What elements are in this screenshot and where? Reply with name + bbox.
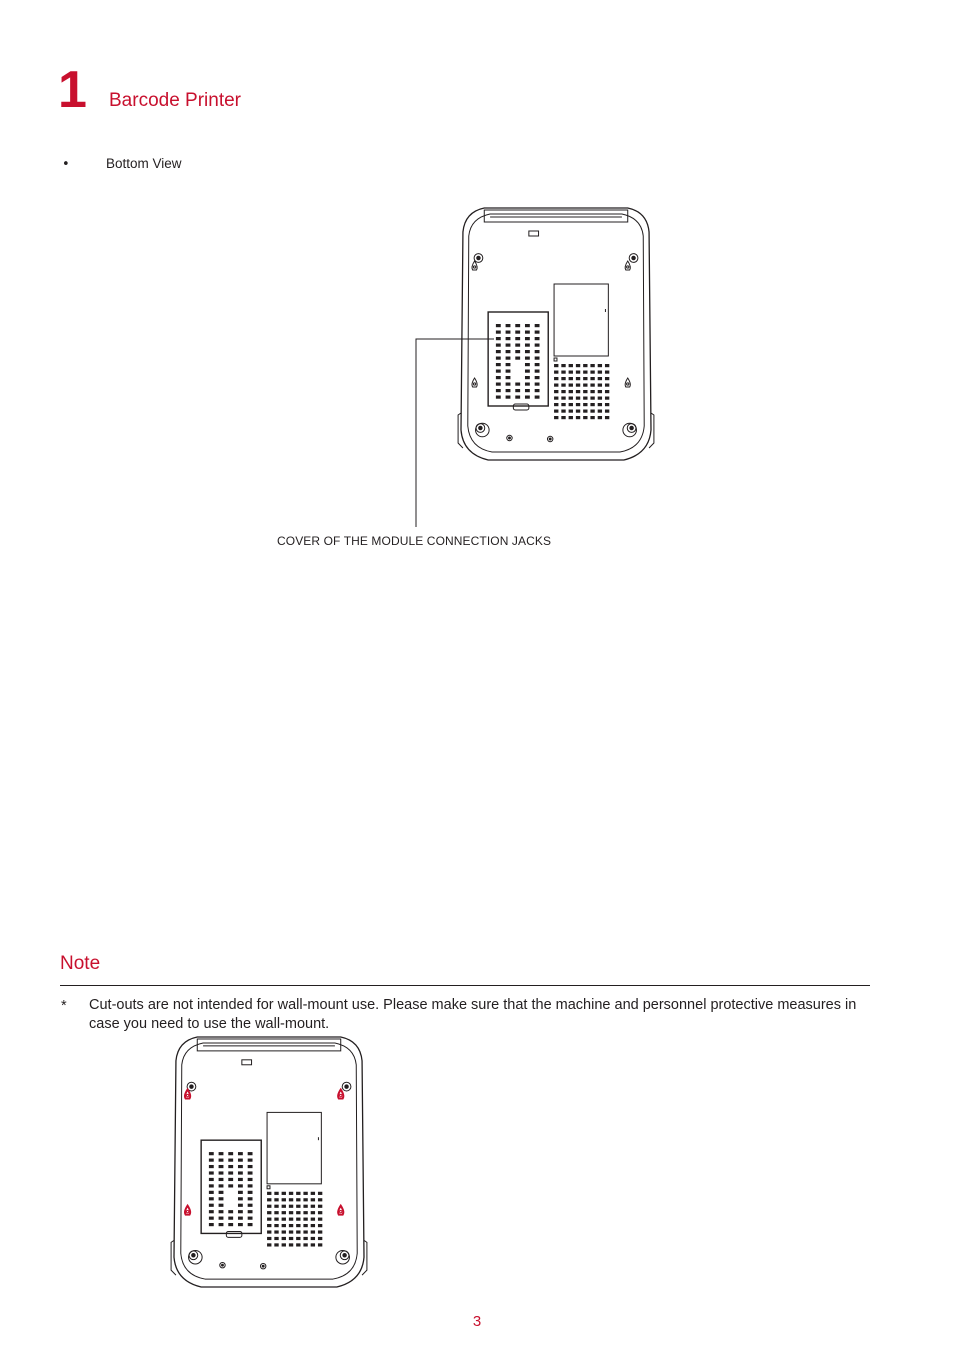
printer-wall-mount-illustration xyxy=(171,1037,367,1287)
callout-module-cover: COVER OF THE MODULE CONNECTION JACKS xyxy=(277,534,552,548)
note-divider xyxy=(60,985,870,986)
note-body: Cut-outs are not intended for wall-mount use. Please make sure that the machine and personnel protective measures in case you need to use the wall-mount. xyxy=(89,997,857,1032)
callout-leader-line xyxy=(416,339,494,527)
chapter-title: Barcode Printer xyxy=(109,90,242,111)
chapter-number: 1 xyxy=(58,61,87,119)
bullet-dot: • xyxy=(62,157,70,172)
bullet-bottom-view: Bottom View xyxy=(106,156,182,171)
printer-bottom-view-illustration xyxy=(458,208,654,460)
page-number: 3 xyxy=(472,1313,482,1330)
note-asterisk: * xyxy=(61,998,67,1014)
note-heading: Note xyxy=(60,953,101,974)
